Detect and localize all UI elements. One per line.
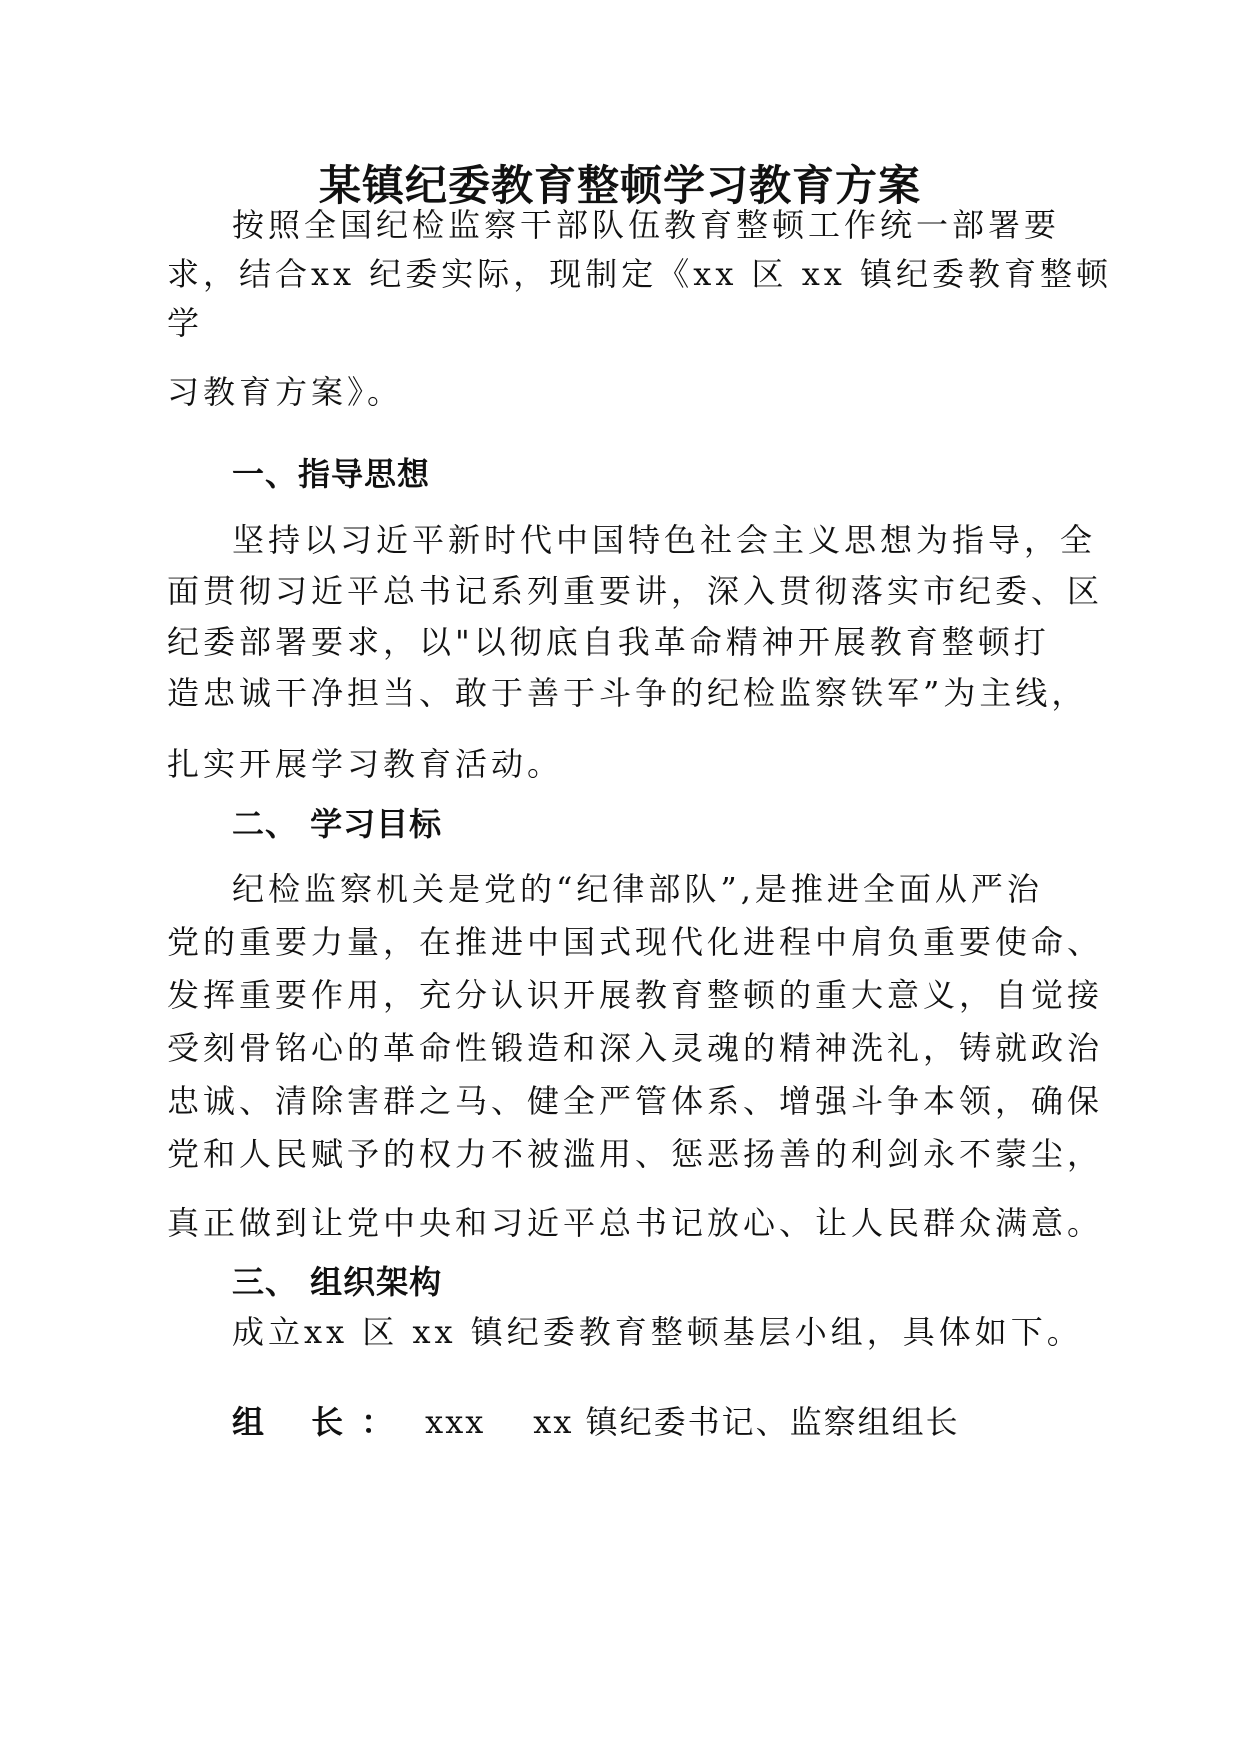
section-1-line-2: 面贯彻习近平总书记系列重要讲，深入贯彻落实市纪委、区: [167, 572, 1104, 610]
section-2-line-2: 党的重要力量，在推进中国式现代化进程中肩负重要使命、: [167, 923, 1104, 961]
section-2-line-4: 受刻骨铭心的革命性锻造和深入灵魂的精神洗礼，铸就政治: [167, 1029, 1104, 1067]
group-leader-label: 组 长：: [232, 1403, 412, 1441]
group-leader-role: xx 镇纪委书记、监察组组长: [533, 1403, 960, 1441]
intro-line-3: 学: [167, 304, 204, 342]
intro-line-2: 求，结合xx 纪委实际，现制定《xx 区 xx 镇纪委教育整顿: [167, 255, 1112, 293]
section-2-heading: 二、 学习目标: [232, 805, 443, 843]
document-title: 某镇纪委教育整顿学习教育方案: [318, 161, 921, 210]
section-3-heading: 三、 组织架构: [232, 1263, 443, 1301]
section-1-heading: 一、指导思想: [232, 455, 431, 493]
section-2-line-3: 发挥重要作用，充分认识开展教育整顿的重大意义，自觉接: [167, 976, 1104, 1014]
section-3-line-1: 成立xx 区 xx 镇纪委教育整顿基层小组，具体如下。: [232, 1313, 1083, 1351]
section-2-line-1: 纪检监察机关是党的“纪律部队”,是推进全面从严治: [232, 870, 1043, 908]
section-2-line-5: 忠诚、清除害群之马、健全严管体系、增强斗争本领，确保: [167, 1082, 1104, 1120]
intro-line-1: 按照全国纪检监察干部队伍教育整顿工作统一部署要: [232, 206, 1061, 244]
section-2-line-7: 真正做到让党中央和习近平总书记放心、让人民群众满意。: [167, 1204, 1104, 1242]
group-leader-name: xxx: [425, 1403, 486, 1441]
section-1-line-3: 纪委部署要求，以"以彻底自我革命精神开展教育整顿打: [167, 623, 1050, 661]
section-2-line-6: 党和人民赋予的权力不被滥用、惩恶扬善的利剑永不蒙尘，: [167, 1135, 1104, 1173]
section-1-line-4: 造忠诚干净担当、敢于善于斗争的纪检监察铁军”为主线，: [167, 674, 1088, 712]
intro-line-4: 习教育方案》。: [167, 373, 404, 411]
section-1-line-1: 坚持以习近平新时代中国特色社会主义思想为指导，全: [232, 521, 1097, 559]
group-leader-line: [232, 1400, 960, 1444]
section-1-line-5: 扎实开展学习教育活动。: [167, 745, 564, 783]
